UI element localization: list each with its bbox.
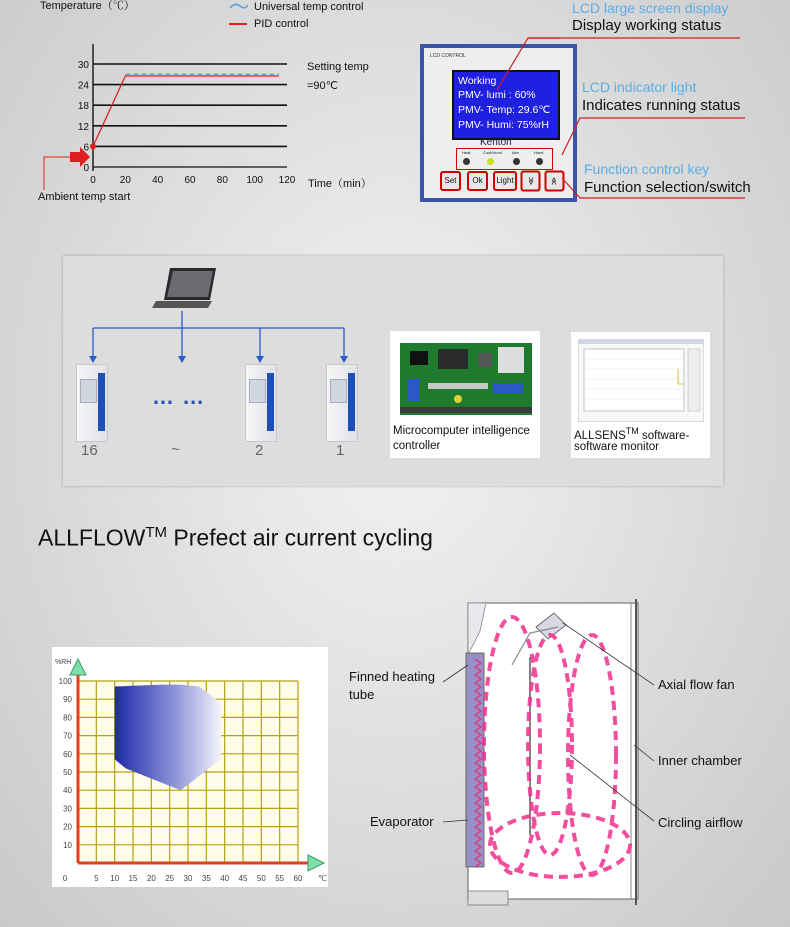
unit-label-16: 16 [81, 442, 98, 459]
temp-x-tick: 80 [216, 175, 228, 186]
allflow-title [38, 524, 433, 552]
temp-x-tick: 100 [246, 175, 264, 186]
unit-label-2: 2 [255, 442, 264, 459]
humidity-x-tick: 30 [183, 874, 193, 883]
lcd-line-humi: PMV- Humi: 75%rH [458, 119, 550, 131]
label-finned-tube: tube [349, 687, 375, 702]
temp-x-tick: 120 [278, 175, 296, 186]
callout-lcd-title: LCD large screen display [572, 0, 729, 16]
temp-y-tick: 30 [77, 60, 89, 71]
y-arrow-icon [70, 659, 86, 675]
allflow-title-tm: TM [145, 524, 168, 541]
network-dots: … … [152, 384, 206, 409]
humidity-y-tick: 100 [58, 677, 72, 686]
software-suffix: software- [638, 429, 690, 442]
label-evaporator: Evaporator [370, 814, 434, 829]
indicator-label-heat: Heat [462, 150, 471, 155]
legend-pid: PID control [254, 18, 309, 30]
ambient-label: Ambient temp start [38, 191, 131, 203]
humidity-y-tick: 60 [63, 749, 72, 759]
temp-y-tick: 18 [77, 101, 89, 113]
lcd-brand: Kenton [480, 137, 512, 148]
humidity-y-tick: 20 [63, 822, 72, 832]
lcd-line-temp: PMV- Temp: 29.6℃ [458, 104, 551, 116]
ambient-leader-line [44, 157, 70, 190]
label-axial-fan: Axial flow fan [658, 677, 735, 692]
controller-label-2: controller [393, 440, 441, 452]
lcd-line-lumi: PMV- lumi : 60% [458, 89, 536, 101]
humidity-x-tick: 15 [128, 874, 138, 883]
callout-function-desc: Function selection/switch [584, 179, 751, 196]
humidity-y-tick: 50 [63, 768, 72, 777]
temp-chart-ylabel: Temperature（℃） [40, 0, 135, 12]
humidity-y-tick: 10 [63, 840, 72, 850]
humidity-x-tick: 45 [238, 874, 248, 883]
temp-chart [0, 0, 400, 215]
software-name: ALLSENS [574, 429, 626, 442]
indicator-label-alm: Alm [512, 150, 519, 155]
controller-card [390, 331, 540, 458]
connector-lines [63, 256, 393, 376]
label-inner-chamber: Inner chamber [658, 753, 742, 768]
callout-function-title: Function control key [584, 161, 710, 177]
callout-lcd-desc: Display working status [572, 17, 722, 34]
indicator-label-cool: Cool/Humi [483, 150, 502, 155]
humidity-ylabel: %RH [55, 659, 72, 666]
pid-series-line [93, 76, 279, 146]
chamber-unit-1 [326, 364, 358, 442]
indicator-label-humi: Humi [534, 150, 544, 155]
software-card [571, 332, 710, 458]
temp-y-tick: 0 [83, 163, 89, 174]
humidity-y-tick: 90 [63, 695, 72, 705]
software-label-2: software monitor [574, 441, 660, 453]
setting-temp-label: Setting temp [307, 61, 369, 73]
humidity-y-tick: 70 [63, 731, 72, 741]
set-button[interactable]: Set [440, 171, 461, 191]
temp-y-tick: 24 [77, 80, 89, 92]
airflow-leader-lines [440, 595, 660, 915]
network-diagram [63, 256, 723, 486]
ok-button[interactable]: Ok [467, 171, 488, 191]
humidity-x-tick: 0 [62, 874, 68, 883]
setting-temp-value: =90℃ [307, 80, 339, 92]
circuit-board-image [398, 339, 534, 419]
label-circling-airflow: Circling airflow [658, 815, 743, 830]
chamber-unit-2 [245, 364, 277, 442]
humidity-y-tick: 40 [63, 786, 72, 796]
software-label-1 [574, 426, 689, 442]
unit-label-tilde: ~ [171, 441, 180, 458]
temp-y-tick: 12 [77, 121, 89, 133]
unit-label-1: 1 [336, 442, 345, 459]
up-button[interactable]: ≫ [545, 171, 565, 192]
label-finned-heating: Finned heating [349, 669, 436, 684]
humidity-x-tick: 20 [146, 874, 156, 883]
humidity-x-tick: 5 [94, 874, 99, 883]
allflow-title-brand: ALLFLOW [38, 524, 146, 551]
temp-x-tick: 0 [90, 175, 96, 186]
humidity-x-tick: 10 [110, 874, 120, 883]
humidity-x-tick: 40 [220, 874, 230, 883]
legend-universal: Universal temp control [254, 1, 364, 13]
controller-label-1: Microcomputer intelligence [393, 425, 530, 437]
callout-indicator-desc: Indicates running status [582, 97, 741, 114]
humidity-x-tick: 35 [201, 874, 211, 883]
temp-x-tick: 20 [119, 175, 131, 186]
humidity-x-tick: 25 [165, 874, 175, 883]
callout-indicator-title: LCD indicator light [582, 79, 697, 95]
temp-x-tick: 40 [152, 175, 164, 186]
humidity-chart-plot [52, 647, 328, 887]
humidity-xlabel: ℃ [318, 874, 327, 883]
temp-y-tick: 6 [83, 142, 89, 154]
temp-chart-xlabel: Time（min） [308, 178, 372, 190]
software-screenshot [578, 339, 704, 422]
down-button[interactable]: ≫ [521, 171, 541, 192]
humidity-y-tick: 30 [63, 804, 72, 814]
software-tm: TM [625, 426, 639, 436]
lcd-line-status: Working [458, 75, 497, 87]
humidity-x-tick: 55 [275, 874, 285, 883]
humidity-x-tick: 60 [293, 874, 303, 883]
x-arrow-icon [308, 855, 324, 871]
humidity-chart [52, 647, 328, 887]
ambient-start-point [90, 143, 96, 149]
chamber-unit-16 [76, 364, 108, 442]
lcd-header: LCD CONTROL [430, 53, 466, 59]
temp-x-tick: 60 [184, 175, 196, 186]
light-button[interactable]: Light [493, 171, 517, 191]
humidity-x-tick: 50 [256, 874, 266, 883]
allflow-title-text: Prefect air current cycling [167, 524, 433, 551]
humidity-y-tick: 80 [63, 713, 72, 723]
